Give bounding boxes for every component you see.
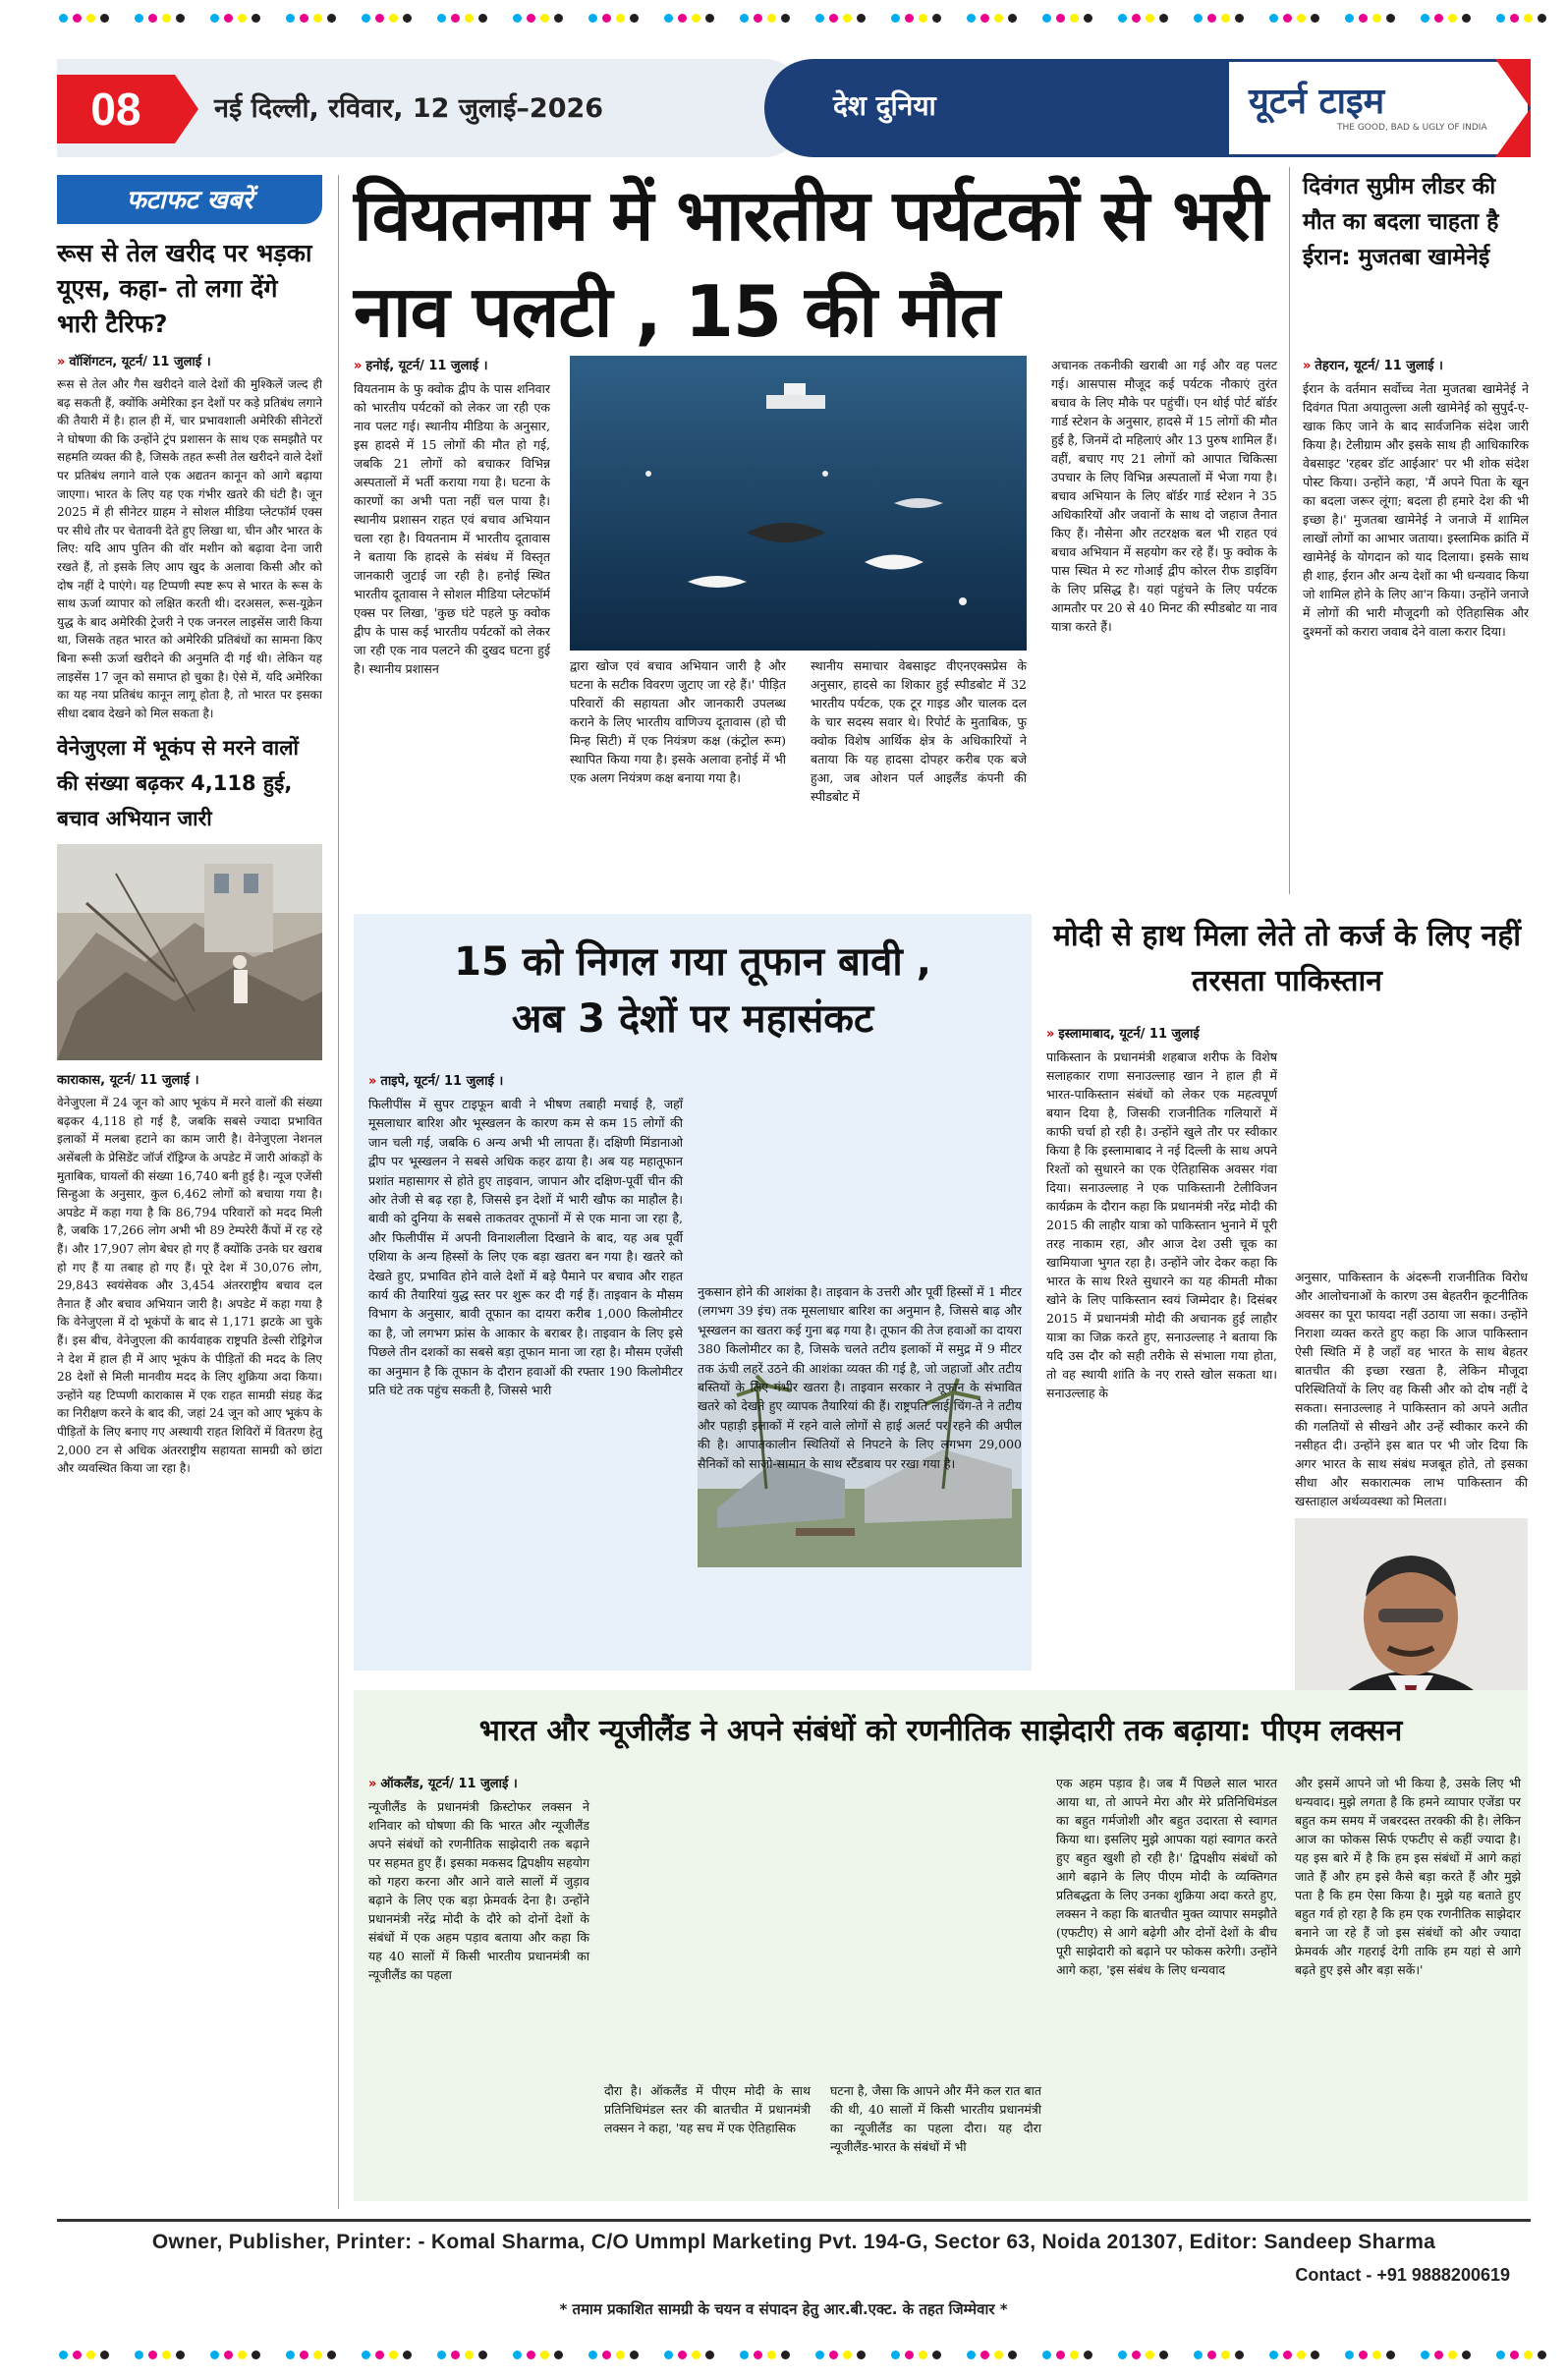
registration-gap xyxy=(719,2351,735,2359)
registration-dot xyxy=(1510,2351,1519,2359)
boat-photo xyxy=(570,356,1027,651)
registration-gap xyxy=(1400,2351,1416,2359)
iran-headline: दिवंगत सुप्रीम लीडर की मौत का बदला चाहता है ईरान: मुजतबा खामेनेई xyxy=(1303,174,1499,270)
quick-news-tab: फटाफट खबरें xyxy=(57,175,322,224)
registration-dot xyxy=(1297,2351,1306,2359)
registration-dot xyxy=(362,2351,370,2359)
lead-body-2: द्वारा खोज एवं बचाव अभियान जारी है और घटना के सटीक विवरण जुटाए जा रहे हैं।' पीड़ित परिवारों की सहायता और जानकारी उपलब्ध कराने के लिए भारतीय वाणिज्य दूतावास (हो ची मिन्ह सिटी) में एक नियंत्रण कक्ष (कंट्रोल रूम) स्थापित किया गया है। इसके अलावा हनोई में भी एक अलग नियंत्रण कक्ष बनाया गया है। xyxy=(570,658,786,785)
nz-headline: भारत और न्यूजीलैंड ने अपने संबंधों को रणनीतिक साझेदारी तक बढ़ाया: पीएम लक्सन xyxy=(478,1714,1403,1748)
registration-dot xyxy=(451,14,460,23)
registration-dot xyxy=(1283,2351,1292,2359)
registration-dot xyxy=(100,14,109,23)
registration-dot xyxy=(616,2351,625,2359)
dateline-text: तेहरान, यूटर्न/ 11 जुलाई । xyxy=(1315,359,1443,373)
masthead-dateline: नई दिल्ली, रविवार, 12 जुलाई–2026 xyxy=(214,93,604,124)
registration-dot xyxy=(1496,14,1505,23)
registration-dot xyxy=(513,14,522,23)
registration-dot xyxy=(1008,14,1017,23)
registration-dot xyxy=(932,2351,941,2359)
registration-dot xyxy=(588,2351,597,2359)
registration-gap xyxy=(644,14,659,23)
nz-col-4 xyxy=(1056,1774,1277,1979)
registration-gap xyxy=(190,14,205,23)
iran-body: ईरान के वर्तमान सर्वोच्च नेता मुजतबा खामेनेई ने दिवंगत पिता अयातुल्ला अली खामेनेई को सुपुर्द-ए-खाक किए जाने के बाद सार्वजनिक संदेश जारी किया है। टेलीग्राम और इसके साथ ही आधिकारिक वेबसाइट 'रहबर डॉट आईआर' पर भी शोक संदेश पोस्ट किया। उन्होंने कहा, 'मैं अपने पिता के खून का बदला जरूर लूंगा; बदला ही हमारे देश की भी इच्छा है।' मुजतबा खामेनेई ने जनाजे में शामिल लाखों लोगों का आभार जताया। इस्लामिक क्रांति में खामेनेई के योगदान को याद दिलाया। इसके साथ ही शाह, ईरान और अन्य देशों का भी धन्यवाद किया जो शामिल होने के लिए आ'न किया। उन्होंने जनाजे में लोगों की भारी मौजूदगी को ऐतिहासिक और दुश्मनों को करारा जवाब देने वाला करार दिया। xyxy=(1303,381,1529,639)
registration-dot xyxy=(705,2351,714,2359)
registration-dot xyxy=(1448,2351,1457,2359)
registration-dot xyxy=(1462,2351,1471,2359)
registration-dot xyxy=(919,2351,927,2359)
registration-dot xyxy=(843,14,852,23)
registration-dot xyxy=(403,2351,412,2359)
registration-dot xyxy=(602,14,611,23)
pakistan-col-2 xyxy=(1295,1268,1528,1510)
nz-col-5 xyxy=(1295,1774,1521,1979)
registration-dot xyxy=(162,2351,171,2359)
registration-dot xyxy=(375,14,384,23)
footer-contact: Contact - +91 9888200619 xyxy=(1295,2265,1510,2285)
registration-dot xyxy=(664,2351,673,2359)
story-body: रूस से तेल और गैस खरीदने वाले देशों की मुश्किलें जल्द ही बढ़ सकती हैं, क्योंकि अमेरिका इन देशों पर कड़े प्रतिबंध लगाने की तैयारी में है। हाल ही में, चार प्रभावशाली अमेरिकी सीनेटरों ने घोषणा की कि उन्होंने ट्रंप प्रशासन के साथ एक समझौते पर सहमति व्यक्त की है, जिसके तहत रूसी तेल खरीदने वाले देशों पर प्रतिबंध लगाने वाले एक अद्यतन कानून को आगे बढ़ाया जाएगा। भारत के लिए यह एक गंभीर खतरे की घंटी है। जून 2025 में ही सीनेटर ग्राहम ने सोशल मीडिया प्लेटफॉर्म एक्स पर सीधे तौर पर चेतावनी देते हुए लिखा था, चीन और भारत के लिए: यदि आप पुतिन की वॉर मशीन को बढ़ावा देना जारी रखते हैं, तो इसके लिए आप खुद के अलावा किसी और को दोष नहीं दे पाएंगे। यह टिप्पणी स्पष्ट रूप से भारत के रूस के साथ ऊर्जा व्यापार को लक्षित करती थी। दरअसल, रूस-यूक्रेन युद्ध के बाद अमेरिकी ट्रेजरी ने एक जनरल लाइसेंस जारी किया था, जिसके तहत भारत को अमेरिकी प्रतिबंधों का सामना किए बिना रूसी ऊर्जा खरीदने की अनुमति दी गई थी। लेकिन यह लाइसेंस 17 जून को समाप्त हो चुका है। ऐसे में, यदि अमेरिका का यह नया प्रतिबंध कानून लागू होता है, तो भारत पर इसका सीधा दबाव देखने को मिल सकता है। xyxy=(57,377,322,720)
pakistan-body-1: पाकिस्तान के प्रधानमंत्री शहबाज शरीफ के विशेष सलाहकार राणा सनाउल्लाह खान ने हाल ही में भारत-पाकिस्तान संबंधों को लेकर एक महत्वपूर्ण बयान दिया है, जिसकी राजनीतिक गलियारों में काफी चर्चा हो रही है। उन्होंने खुले तौर पर स्वीकार किया है कि इस्लामाबाद ने नई दिल्ली के साथ अपने रिश्तों को सुधारने का एक ऐतिहासिक अवसर गंवा दिया। सनाउल्लाह ने एक पाकिस्तानी टेलीविजन कार्यक्रम के दौरान कहा कि प्रधानमंत्री नरेंद्र मोदी की 2015 की लाहौर यात्रा को पाकिस्तान भुनाने में पूरी तरह नाकाम रहा, और आज देश उसी चूक का खामियाजा भुगत रहा है। उन्होंने जोर देकर कहा कि भारत के साथ रिश्ते सुधारने का यह कीमती मौका खोने के लिए पाकिस्तान स्वयं जिम्मेदार है। दिसंबर 2015 में प्रधानमंत्री मोदी की अचानक हुई लाहौर यात्रा का जिक्र करते हुए, सनाउल्लाह ने बताया कि यदि उस दौर को सही तरीके से संभाला गया होता, तो वह स्थायी शांति के नए रास्ते खोल सकता था। सनाउल्लाह के xyxy=(1046,1049,1277,1400)
lead-body-1: वियतनाम के फु क्वोक द्वीप के पास शनिवार को भारतीय पर्यटकों को लेकर जा रही एक नाव पलट गई। स्थानीय मीडिया के अनुसार, इस हादसे में 15 लोगों की मौत हो गई, जबकि 21 लोगों को बचाकर विभिन्न अस्पतालों में भर्ती कराया गया है। घटना के कारणों का अभी पता नहीं चल पाया है। स्थानीय प्रशासन राहत एवं बचाव अभियान चला रहा है। वियतनाम में भारतीय दूतावास ने बताया कि हादसे के संबंध में विस्तृत जानकारी जुटाई जा रही है। हनोई स्थित भारतीय दूतावास ने सोशल मीडिया प्लेटफॉर्म एक्स पर लिखा, 'कुछ घंटे पहले फु क्वोक द्वीप के पास कई भारतीय पर्यटकों को लेकर जा रही एक नाव पलटने की दुखद घटना हुई है। स्थानीय प्रशासन xyxy=(354,381,550,676)
dateline-text: हनोई, यूटर्न/ 11 जुलाई । xyxy=(365,359,488,373)
registration-dot xyxy=(176,14,185,23)
registration-dot xyxy=(1042,14,1051,23)
registration-dot xyxy=(705,14,714,23)
registration-dot xyxy=(286,2351,295,2359)
registration-dot xyxy=(1008,2351,1017,2359)
registration-dot xyxy=(286,14,295,23)
registration-dot xyxy=(300,14,308,23)
registration-dot xyxy=(1421,2351,1429,2359)
registration-dot xyxy=(1345,2351,1354,2359)
registration-dot xyxy=(100,2351,109,2359)
registration-dot xyxy=(403,14,412,23)
registration-dot xyxy=(980,2351,989,2359)
registration-dot xyxy=(891,14,900,23)
registration-dot xyxy=(73,14,82,23)
registration-dot xyxy=(313,2351,322,2359)
registration-dot xyxy=(767,14,776,23)
registration-gap xyxy=(1551,14,1567,23)
registration-dot xyxy=(767,2351,776,2359)
story-headline: रूस से तेल खरीद पर भड़का यूएस, कहा- तो लगा देंगे भारी टैरिफ? xyxy=(57,239,312,338)
arrow-icon: » xyxy=(1046,1027,1055,1042)
registration-dot xyxy=(1496,2351,1505,2359)
registration-gap xyxy=(568,14,584,23)
dateline-text: इस्लामाबाद, यूटर्न/ 11 जुलाई xyxy=(1058,1027,1200,1042)
arrow-icon: » xyxy=(368,1777,377,1791)
registration-gap xyxy=(644,2351,659,2359)
typhoon-body-1: फिलीपींस में सुपर टाइफून बावी ने भीषण तबाही मचाई है, जहाँ मूसलाधार बारिश और भूस्खलन के कारण कम से कम 15 लोगों की जान चली गई, जबकि 6 अन्य अभी भी लापता हैं। दक्षिणी मिंडानाओ द्वीप पर भूस्खलन ने सबसे अधिक कहर ढाया है। अब यह महातूफान प्रशांत महासागर से होते हुए ताइवान, जापान और दक्षिण-पूर्वी चीन की ओर तेजी से बढ़ रहा है, जिससे इन देशों में भारी खौफ का माहौल है। बावी को दुनिया के सबसे ताकतवर तूफानों में से एक माना जा रहा है, और फिलीपींस में अपनी विनाशलीला दिखाने के बाद, यह अब पूर्वी एशिया के अन्य हिस्सों के लिए एक बड़ा खतरा बन गया है। खतरे को देखते हुए, प्रभावित होने वाले देशों में बड़े पैमाने पर बचाव और राहत कार्य की तैयारियां युद्ध स्तर पर शुरू कर दी गई हैं। ताइवान के मौसम विभाग के अनुसार, बावी तूफान का दायरा करीब 1,000 किलोमीटर का है, जो लगभग फ्रांस के आकार के बराबर है। ताइवान के लिए इसे पिछले तीन दशकों का सबसे बड़ा तूफान माना जा रहा है। मौसम एजेंसी का अनुमान है कि तूफान के दौरान हवाओं की रफ्तार 190 किलोमीटर प्रति घंटे तक पहुंच सकती है, जिससे भारी xyxy=(368,1097,683,1398)
lead-col-1 xyxy=(354,356,550,678)
registration-dot xyxy=(210,14,219,23)
registration-dot xyxy=(1269,14,1278,23)
registration-dot xyxy=(1132,2351,1141,2359)
registration-gap xyxy=(1173,14,1189,23)
iran-dateline xyxy=(1303,356,1529,373)
registration-gap xyxy=(870,2351,886,2359)
registration-dot xyxy=(843,2351,852,2359)
registration-dot xyxy=(692,2351,700,2359)
registration-dot xyxy=(1207,2351,1216,2359)
typhoon-dateline xyxy=(368,1071,683,1089)
registration-dot xyxy=(1283,14,1292,23)
registration-dot xyxy=(59,14,68,23)
registration-dot xyxy=(630,2351,639,2359)
registration-dot xyxy=(1221,14,1230,23)
registration-dot xyxy=(527,2351,535,2359)
registration-dot xyxy=(389,14,398,23)
registration-dot xyxy=(437,2351,446,2359)
lead-col-2 xyxy=(570,656,786,787)
nz-col-1 xyxy=(368,1774,589,1984)
iran-story xyxy=(1303,356,1529,641)
registration-dot xyxy=(994,14,1003,23)
registration-gap xyxy=(114,2351,130,2359)
registration-dot xyxy=(602,2351,611,2359)
registration-dot xyxy=(478,14,487,23)
registration-dot xyxy=(540,14,549,23)
registration-dot xyxy=(1372,2351,1381,2359)
registration-dot xyxy=(86,2351,95,2359)
registration-dot xyxy=(389,2351,398,2359)
registration-dot xyxy=(437,14,446,23)
typhoon-col-2 xyxy=(698,1282,1022,1473)
typhoon-body-2: नुकसान होने की आशंका है। ताइवान के उत्तरी और पूर्वी हिस्सों में 1 मीटर (लगभग 39 इंच) तक मूसलाधार बारिश का अनुमान है, जिससे बाढ़ और भूस्खलन का खतरा कई गुना बढ़ गया है। तूफान की तेज हवाओं का दायरा 380 किलोमीटर का है, जिसके चलते तटीय इलाकों में समुद्र में 9 मीटर तक ऊंची लहरें उठने की आशंका व्यक्त की गई है, जो जहाजों और तटीय बस्तियों के लिए गंभीर खतरा है। ताइवान सरकार ने तूफान के संभावित खतरे को देखते हुए व्यापक तैयारियां की हैं। राष्ट्रपति लाई चिंग-ते ने तटीय और पहाड़ी इलाकों में रहने वाले लोगों से हाई अलर्ट पर रहने की अपील की है। आपातकालीन स्थितियों से निपटने के लिए लगभग 29,000 सैनिकों को साजो-सामान के साथ स्टैंडबाय पर रखा गया है। xyxy=(698,1284,1022,1471)
section-title: देश दुनिया xyxy=(764,59,1236,157)
arrow-icon: » xyxy=(1303,359,1312,373)
lead-col-4 xyxy=(1051,356,1277,636)
registration-dot xyxy=(1056,14,1065,23)
registration-dot xyxy=(176,2351,185,2359)
registration-gap xyxy=(1400,14,1416,23)
registration-gap xyxy=(341,2351,357,2359)
registration-dot xyxy=(857,14,866,23)
registration-gap xyxy=(1324,2351,1340,2359)
registration-dot xyxy=(980,14,989,23)
pakistan-dateline xyxy=(1046,1024,1277,1042)
registration-dot xyxy=(740,2351,749,2359)
registration-dot xyxy=(1359,14,1368,23)
dateline-text: वॉशिंगटन, यूटर्न/ 11 जुलाई । xyxy=(69,355,211,369)
logo-arrow-icon xyxy=(1472,59,1531,157)
registration-dot xyxy=(135,14,143,23)
registration-dot xyxy=(630,14,639,23)
registration-dot xyxy=(300,2351,308,2359)
registration-gap xyxy=(492,2351,508,2359)
registration-dot xyxy=(1159,14,1168,23)
registration-dot xyxy=(1084,2351,1092,2359)
registration-dot xyxy=(740,14,749,23)
registration-dot xyxy=(692,14,700,23)
lead-dateline xyxy=(354,356,550,373)
registration-gap xyxy=(417,2351,432,2359)
registration-dot xyxy=(1421,14,1429,23)
masthead xyxy=(57,59,1531,157)
registration-dot xyxy=(994,2351,1003,2359)
registration-dot xyxy=(1056,2351,1065,2359)
registration-dot xyxy=(781,14,790,23)
footer-note: * तमाम प्रकाशित सामग्री के चयन व संपादन हेतु आर.बी.एक्ट. के तहत जिम्मेवार * xyxy=(559,2300,1008,2318)
registration-gap xyxy=(946,2351,962,2359)
registration-dot xyxy=(1448,14,1457,23)
registration-dot xyxy=(313,14,322,23)
page-number: 08 xyxy=(57,75,175,143)
newspaper-logo xyxy=(1226,59,1531,157)
registration-dot xyxy=(73,2351,82,2359)
nz-col-3 xyxy=(830,2081,1041,2156)
nz-body-3: घटना है, जैसा कि आपने और मैंने कल रात बात की थी, 40 सालों में किसी भारतीय प्रधानमंत्री का न्यूजीलैंड का पहला दौरा। यह दौरा न्यूजीलैंड-भारत के संबंधों में भी xyxy=(830,2083,1041,2154)
registration-dot xyxy=(1146,14,1154,23)
registration-dot xyxy=(362,14,370,23)
registration-gap xyxy=(190,2351,205,2359)
registration-dot xyxy=(1372,14,1381,23)
registration-dot xyxy=(327,14,336,23)
logo-tagline: THE GOOD, BAD & UGLY OF INDIA xyxy=(1337,123,1487,133)
nz-dateline xyxy=(368,1774,589,1791)
registration-dot xyxy=(1311,2351,1319,2359)
registration-dot xyxy=(1510,14,1519,23)
registration-dot xyxy=(252,2351,260,2359)
registration-gap xyxy=(1476,14,1491,23)
registration-dot xyxy=(588,14,597,23)
registration-dot xyxy=(1118,2351,1127,2359)
registration-dot xyxy=(1070,2351,1079,2359)
registration-dot xyxy=(478,2351,487,2359)
registration-dot xyxy=(754,14,762,23)
registration-dot xyxy=(1235,14,1244,23)
nz-body-2: दौरा है। ऑकलैंड में पीएम मोदी के साथ प्रतिनिधिमंडल स्तर की बातचीत में प्रधानमंत्री लक्सन ने कहा, 'यह सच में एक ऐतिहासिक xyxy=(604,2083,811,2135)
registration-dot xyxy=(815,14,824,23)
registration-dot xyxy=(238,2351,247,2359)
lead-col-3 xyxy=(811,656,1027,806)
registration-dot xyxy=(1194,14,1203,23)
registration-dot xyxy=(664,14,673,23)
registration-gap xyxy=(719,14,735,23)
registration-dot xyxy=(1386,14,1395,23)
dateline-text: ऑकलैंड, यूटर्न/ 11 जुलाई । xyxy=(380,1777,518,1791)
registration-dot xyxy=(829,14,838,23)
story-body: वेनेजुएला में 24 जून को आए भूकंप में मरने वालों की संख्या बढ़कर 4,118 हो गई है, जबकि सबसे ज्यादा प्रभावित इलाकों में मलबा हटाने का काम जारी है। वेनेजुएला नेशनल असेंबली के प्रेसिडेंट जॉर्ज रॉड्रिग्ज के अपडेट में जारी आंकड़ों के मुताबिक, घायलों की संख्या 16,740 बनी हुई है। न्यूज एजेंसी सिन्हुआ के अनुसार, कुल 6,462 लोगों को बचाया गया है। अपडेट में कहा गया है कि 86,794 परिवारों को मदद मिली है, जबकि 17,266 लोग अभी भी 89 टेम्परेरी कैंपों में रह रहे हैं। और 17,907 लोग बेघर हो गए हैं क्योंकि उनके घर खराब हो गए हैं या तबाह हो गए हैं। पूरे देश में 30,076 लोग, 29,843 स्वयंसेवक और 3,454 अंतरराष्ट्रीय बचाव दल तैनात हैं और बचाव अभियान जारी है। अपडेट में कहा गया है कि वेनेजुएला में दो भूकंपों के बाद से 1,171 झटके आ चुके हैं। इस बीच, वेनेजुएला की कार्यवाहक राष्ट्रपति डेल्सी रोड्रिगेज ने देश में हाल ही में आए भूकंप के पीड़ितों की मदद के लिए 28 देशों से मिली मानवीय मदद के लिए शुक्रिया अदा किया। उन्होंने यह टिप्पणी काराकास में एक राहत सामग्री संग्रह केंद्र का निरीक्षण करने के बाद की, जहां 24 जून को आए भूकंप के पीड़ितों के लिए बनाए गए अस्थायी राहत शिविरों में वितरण हेतु 2,000 टन से अधिक अंतरराष्ट्रीय सहायता सामग्री को छांटा और व्यवस्थित किया जा रहा है। xyxy=(57,1096,322,1476)
registration-gap xyxy=(1249,2351,1264,2359)
registration-dot xyxy=(513,2351,522,2359)
column-rule xyxy=(1289,167,1290,894)
registration-dot xyxy=(1359,2351,1368,2359)
registration-dot xyxy=(1146,2351,1154,2359)
footer-rule xyxy=(57,2219,1531,2222)
registration-dot xyxy=(1042,2351,1051,2359)
nz-col-2 xyxy=(604,2081,811,2137)
registration-dot xyxy=(1462,14,1471,23)
registration-dot xyxy=(1538,14,1546,23)
registration-dot xyxy=(135,2351,143,2359)
registration-gap xyxy=(341,14,357,23)
registration-dot xyxy=(616,14,625,23)
registration-dot xyxy=(224,14,233,23)
nz-body-4: एक अहम पड़ाव है। जब मैं पिछले साल भारत आया था, तो आपने मेरा और मेरे प्रतिनिधिमंडल का बहुत गर्मजोशी और बहुत उदारता से स्वागत किया था। इसलिए मुझे आपका यहां स्वागत करते हुए बहुत खुशी हो रही है।' द्विपक्षीय संबंधों को आगे बढ़ाने के लिए पीएम मोदी के व्यक्तिगत प्रतिबद्धता के लिए उनका शुक्रिया अदा करते हुए, लक्सन ने कहा कि बातचीत मुक्त व्यापार समझौते (एफटीए) से आगे बढ़ेगी और दोनों देशों के बीच पूरी साझेदारी को बढ़ाने पर फोकस करेगी। उन्होंने आगे कहा, 'इस संबंध के लिए धन्यवाद xyxy=(1056,1776,1277,1977)
typhoon-col-1 xyxy=(368,1071,683,1400)
registration-dot xyxy=(967,14,976,23)
registration-dot xyxy=(148,2351,157,2359)
registration-dot xyxy=(148,14,157,23)
registration-dot xyxy=(905,2351,914,2359)
registration-gap xyxy=(1022,2351,1037,2359)
registration-dots-bottom xyxy=(59,2351,1567,2364)
registration-gap xyxy=(1476,2351,1491,2359)
registration-dots-top xyxy=(59,14,1567,28)
earthquake-photo-image xyxy=(57,844,322,1060)
dateline-text: ताइपे, यूटर्न/ 11 जुलाई । xyxy=(380,1074,504,1089)
registration-dot xyxy=(1159,2351,1168,2359)
footer-imprint: Owner, Publisher, Printer: - Komal Sharma, C/O Ummpl Marketing Pvt. 194-G, Sector 63, Noida 201307, Editor: Sandeep Sharma xyxy=(151,2231,1436,2253)
registration-dot xyxy=(1345,14,1354,23)
registration-dot xyxy=(162,14,171,23)
registration-dot xyxy=(1538,2351,1546,2359)
arrow-icon: » xyxy=(354,359,363,373)
registration-dot xyxy=(540,2351,549,2359)
registration-gap xyxy=(1173,2351,1189,2359)
registration-dot xyxy=(327,2351,336,2359)
pakistan-body-2: अनुसार, पाकिस्तान के अंदरूनी राजनीतिक विरोध और आलोचनाओं के कारण उस बेहतरीन कूटनीतिक अवसर का पूरा फायदा नहीं उठाया जा सका। उन्होंने निराशा व्यक्त करते हुए कहा कि आज पाकिस्तान ऐसी स्थिति में है जहाँ वह भारत के साथ बेहतर बातचीत की इच्छा रखता है, लेकिन मौजूदा परिस्थितियों के लिए वह किसी और को दोष नहीं दे सकता। सनाउल्लाह ने पाकिस्तान को अपने अतीत की गलतियों से सीखने और उन्हें स्वीकार करने की नसीहत दी। उन्होंने इस बात पर भी जोर दिया कि अगर भारत के साथ संबंध मजबूत होते, तो इसका सीधा और सकारात्मक लाभ पाकिस्तान की खस्ताहाल अर्थव्यवस्था को मिलता। xyxy=(1295,1270,1528,1508)
registration-dot xyxy=(1269,2351,1278,2359)
registration-dot xyxy=(59,2351,68,2359)
pakistan-headline: मोदी से हाथ मिला लेते तो कर्ज के लिए नहीं तरसता पाकिस्तान xyxy=(1052,919,1522,998)
registration-dot xyxy=(829,2351,838,2359)
lead-body-4: अचानक तकनीकी खराबी आ गई और वह पलट गई। आसपास मौजूद कई पर्यटक नौकाएं तुरंत बचाव के लिए मौके पर पहुंचीं। एन थोई पोर्ट बॉर्डर गार्ड स्टेशन के अनुसार, हादसे में 15 लोगों की मौत हुई है, जिनमें दो महिलाएं और 13 पुरुष शामिल हैं। वहीं, बचाए गए 21 लोगों को आपात चिकित्सा उपचार के लिए विभिन्न अस्पतालों में भेजा गया है। बचाव अभियान के लिए बॉर्डर गार्ड स्टेशन ने 35 अधिकारियों और जवानों के साथ दो जहाज तैनात किए हैं। नौसेना और तटरक्षक बल भी राहत एवं बचाव अभियान में सहयोग कर रहे हैं। फु क्वोक के पास स्थित मे रुट गोआई द्वीप कोरल रीफ डाइविंग के लिए प्रसिद्ध है। यहां पहुंचने के लिए पर्यटक आमतौर पर 20 से 40 मिनट की स्पीडबोट या नाव यात्रा करते हैं। xyxy=(1051,358,1277,634)
registration-dot xyxy=(238,14,247,23)
pakistan-col-1 xyxy=(1046,1024,1277,1402)
registration-gap xyxy=(417,14,432,23)
registration-gap xyxy=(795,14,811,23)
arrow-icon: » xyxy=(368,1074,377,1089)
registration-dot xyxy=(1386,2351,1395,2359)
registration-dot xyxy=(1084,14,1092,23)
registration-dot xyxy=(1118,14,1127,23)
earthquake-photo xyxy=(57,844,322,1060)
registration-gap xyxy=(1551,2351,1567,2359)
registration-dot xyxy=(252,14,260,23)
registration-dot xyxy=(1524,2351,1533,2359)
registration-gap xyxy=(1324,14,1340,23)
registration-dot xyxy=(527,14,535,23)
registration-dot xyxy=(1221,2351,1230,2359)
registration-gap xyxy=(114,14,130,23)
registration-dot xyxy=(465,2351,474,2359)
registration-dot xyxy=(678,2351,687,2359)
registration-dot xyxy=(919,14,927,23)
registration-dot xyxy=(932,14,941,23)
registration-dot xyxy=(1297,14,1306,23)
registration-gap xyxy=(1249,14,1264,23)
registration-gap xyxy=(1097,14,1113,23)
registration-dot xyxy=(1207,14,1216,23)
boat-photo-image xyxy=(570,356,1027,651)
nz-body-1: न्यूजीलैंड के प्रधानमंत्री क्रिस्टोफर लक्सन ने शनिवार को घोषणा की कि भारत और न्यूजीलैंड अपने संबंधों को रणनीतिक साझेदारी तक बढ़ाने पर सहमत हुए हैं। इसका मकसद द्विपक्षीय सहयोग को गहरा करना और आने वाले सालों में जुड़ाव बढ़ाने के लिए एक बड़ा फ्रेमवर्क देना है। उन्होंने प्रधानमंत्री नरेंद्र मोदी के दौरे को दोनों देशों के संबंधों में एक अहम पड़ाव बताया और कहा कि यह 40 सालों में किसी भारतीय प्रधानमंत्री का न्यूजीलैंड का पहला xyxy=(368,1799,589,1982)
registration-gap xyxy=(870,14,886,23)
typhoon-headline-line-2: अब 3 देशों पर महासंकट xyxy=(511,996,874,1042)
registration-gap xyxy=(492,14,508,23)
nz-body-5: और इसमें आपने जो भी किया है, उसके लिए भी धन्यवाद। मुझे लगता है कि हमने व्यापार एजेंडा पर बहुत कम समय में जबरदस्त तरक्की की है। लेकिन आज का फोकस सिर्फ एफटीए से कहीं ज्यादा है। यह इस बारे में है कि हम इस संबंधों में आगे कहां जाते हैं और हम इसे कैसे बड़ा करते हैं और मुझे पता है कि हम ऐसा किया है। मुझे यह बताते हुए बहुत गर्व हो रहा है कि हम एक रणनीतिक साझेदार बनाने जा रहे हैं जो इस संबंधों को और ज्यादा फ्रेमवर्क और गहराई देगी ताकि हम यहां से आगे बढ़ते हुए इसे और बड़ा सकें।' xyxy=(1295,1776,1521,1977)
arrow-icon: » xyxy=(57,355,66,369)
registration-dot xyxy=(375,2351,384,2359)
registration-gap xyxy=(946,14,962,23)
registration-dot xyxy=(224,2351,233,2359)
dateline-text: काराकास, यूटर्न/ 11 जुलाई । xyxy=(57,1073,199,1089)
registration-dot xyxy=(465,14,474,23)
registration-gap xyxy=(265,2351,281,2359)
registration-dot xyxy=(891,2351,900,2359)
registration-dot xyxy=(815,2351,824,2359)
registration-dot xyxy=(1434,14,1443,23)
registration-dot xyxy=(678,14,687,23)
registration-gap xyxy=(1097,2351,1113,2359)
lead-body-3: स्थानीय समाचार वेबसाइट वीएनएक्सप्रेस के अनुसार, हादसे का शिकार हुई स्पीडबोट में 32 भारतीय पर्यटक, एक टूर गाइड और चालक दल के चार सदस्य सवार थे। रिपोर्ट के मुताबिक, फु क्वोक विशेष आर्थिक क्षेत्र के अधिकारियों ने बताया कि यह हादसा दोपहर करीब एक बजे हुआ, जब ओशन पर्ल आइलैंड कंपनी की स्पीडबोट में xyxy=(811,658,1027,804)
registration-dot xyxy=(86,14,95,23)
registration-gap xyxy=(795,2351,811,2359)
lead-headline: वियतनाम में भारतीय पर्यटकों से भरी नाव पलटी , 15 की मौत xyxy=(354,174,1267,353)
registration-dot xyxy=(1235,2351,1244,2359)
story-headline: वेनेजुएला में भूकंप से मरने वालों की संख्या बढ़कर 4,118 हुई, बचाव अभियान जारी xyxy=(57,736,299,831)
registration-dot xyxy=(1524,14,1533,23)
registration-dot xyxy=(1311,14,1319,23)
registration-dot xyxy=(1434,2351,1443,2359)
left-column xyxy=(57,175,322,1478)
registration-dot xyxy=(967,2351,976,2359)
registration-dot xyxy=(781,2351,790,2359)
typhoon-headline-line-1: 15 को निगल गया तूफान बावी , xyxy=(454,939,931,985)
registration-dot xyxy=(554,14,563,23)
registration-dot xyxy=(1194,2351,1203,2359)
story-dateline xyxy=(57,1070,322,1088)
registration-dot xyxy=(1070,14,1079,23)
registration-dot xyxy=(857,2351,866,2359)
registration-dot xyxy=(905,14,914,23)
registration-gap xyxy=(568,2351,584,2359)
registration-dot xyxy=(1132,14,1141,23)
story-dateline xyxy=(57,352,322,369)
registration-dot xyxy=(554,2351,563,2359)
typhoon-headline xyxy=(354,934,1032,1048)
logo-text: यूटर्न टाइम xyxy=(1249,82,1385,122)
column-rule xyxy=(338,175,339,2209)
registration-dot xyxy=(754,2351,762,2359)
registration-gap xyxy=(265,14,281,23)
registration-dot xyxy=(451,2351,460,2359)
registration-gap xyxy=(1022,14,1037,23)
registration-dot xyxy=(210,2351,219,2359)
